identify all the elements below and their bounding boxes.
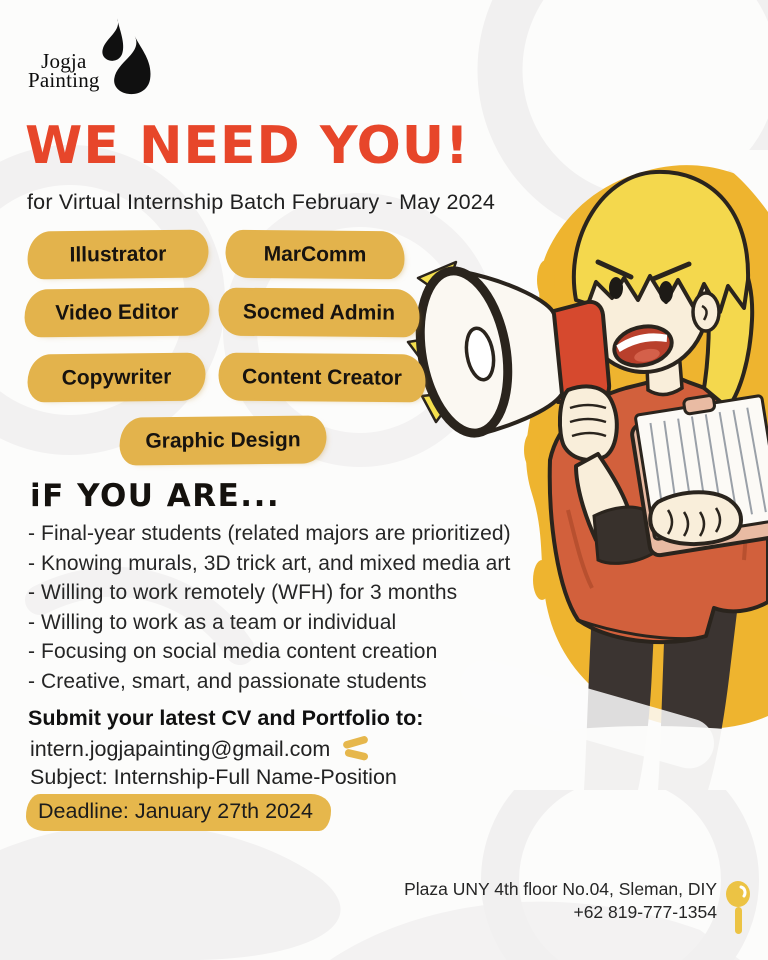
email-subject-format: Subject: Internship-Full Name-Position (30, 765, 397, 789)
paint-drops-icon (94, 16, 152, 102)
position-badge-content-creator: Content Creator (221, 355, 423, 400)
brush-chevron-left-icon (340, 736, 372, 762)
deadline-highlight: Deadline: January 27th 2024 (28, 796, 329, 829)
contact-email: intern.jogjapainting@gmail.com (30, 736, 331, 761)
submit-section (28, 706, 423, 829)
map-pin-icon (725, 880, 752, 936)
position-badge-video-editor: Video Editor (27, 290, 207, 335)
logo-line2: Painting (28, 68, 100, 92)
logo-line1: Jogja (41, 49, 87, 73)
criteria-item: - Creative, smart, and passionate students (28, 669, 427, 693)
position-badge-illustrator: Illustrator (30, 232, 206, 277)
position-badge-socmed-admin: Socmed Admin (221, 290, 417, 335)
position-badge-graphic-design: Graphic Design (122, 418, 324, 463)
criteria-heading: iF YOU ARE... (30, 478, 281, 514)
criteria-item: - Willing to work remotely (WFH) for 3 months (28, 581, 458, 604)
criteria-item: - Knowing murals, 3D trick art, and mixed media art (28, 551, 511, 575)
poster-title: WE NEED YOU! (25, 116, 470, 176)
poster-subtitle: for Virtual Internship Batch February - May 2024 (27, 190, 496, 214)
criteria-item: - Focusing on social media content creation (28, 640, 438, 663)
submit-heading: Submit your latest CV and Portfolio to: (28, 706, 424, 730)
criteria-list (28, 519, 511, 696)
criteria-item: - Final-year students (related majors are prioritized) (28, 522, 511, 545)
phone-number: +62 819-777-1354 (573, 902, 717, 922)
criteria-item: - Willing to work as a team or individual (28, 610, 397, 634)
logo-wordmark (28, 49, 100, 92)
office-address: Plaza UNY 4th floor No.04, Sleman, DIY (404, 879, 717, 899)
position-badge-marcomm: MarComm (228, 232, 402, 277)
logo (28, 16, 152, 102)
footer-contact (404, 878, 752, 936)
position-badge-copywriter: Copywriter (30, 355, 203, 400)
